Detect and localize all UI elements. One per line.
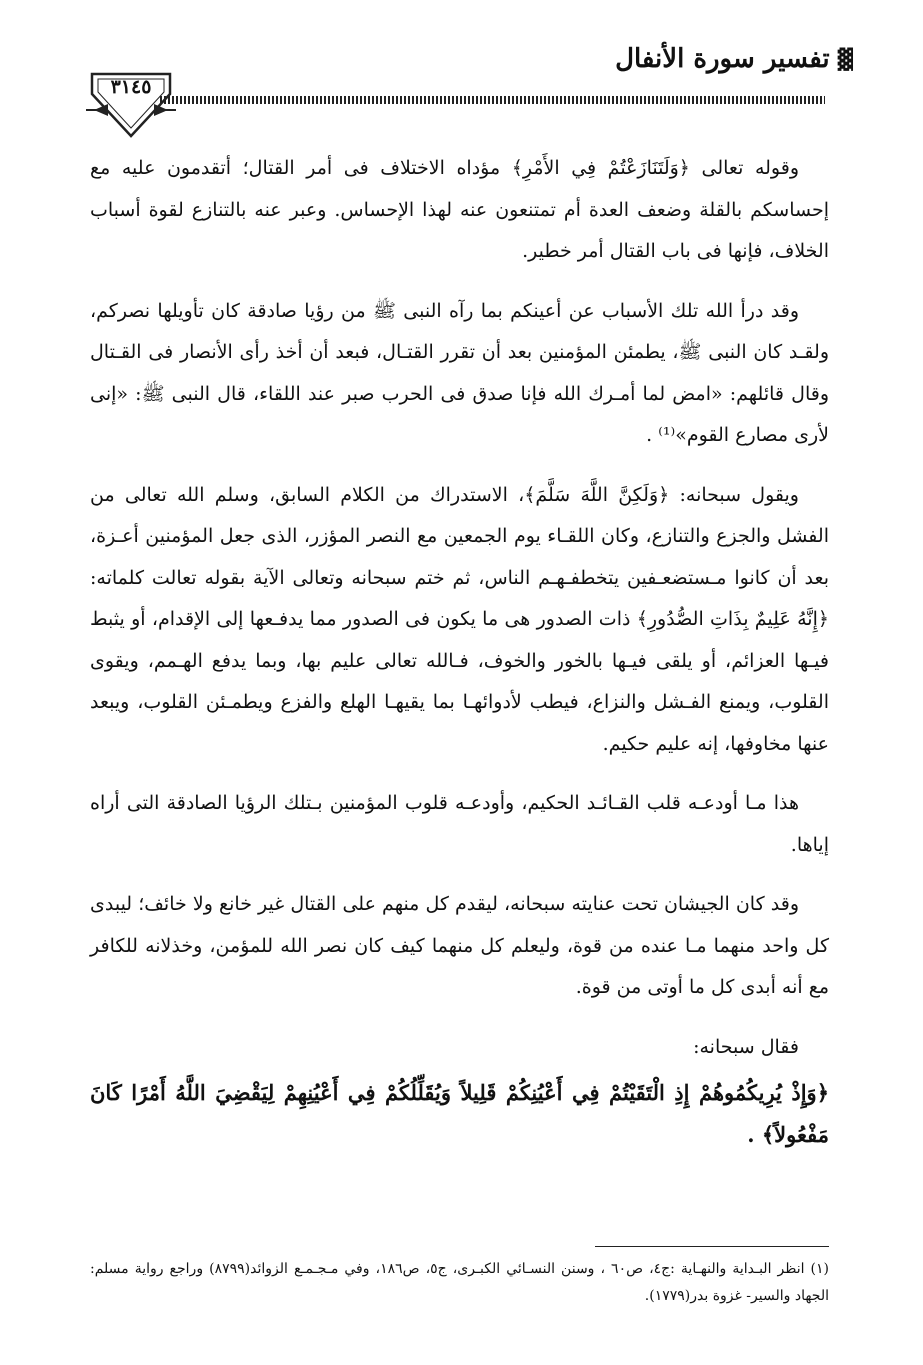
footnote-1: (١) انظر البـداية والنهـاية :ج٤، ص٦٠ ، وسنن النسـائي الكبـرى، ج٥، ص١٨٦، وفي مـجـمـع الزوائد(٨٧٩٩) وراجع رواية مسلم: الجهاد والسير- غزوة بدر(١٧٧٩). <box>90 1261 829 1304</box>
running-title-text: تفسير سورة الأنفال <box>615 44 830 74</box>
paragraph: وقوله تعالى ﴿وَلَتَنَازَعْتُمْ فِي الأَمْرِ﴾ مؤداه الاختلاف فى أمر القتال؛ أتقدمون عليه مع إحساسكم بالقلة وضعف العدة أم تمتنعون عنه لهذا الإحساس. وعبر عنه بالتنازع لقوة أسباب الخلاف، فإنها فى باب القتال أمر خطير. <box>90 157 829 262</box>
quran-verse: ﴿وَإِذْ يُرِيكُمُوهُمْ إِذِ الْتَقَيْتُمْ فِي أَعْيُنِكُمْ قَلِيلاً وَيُقَلِّلُكُمْ فِي أَعْيُنِهِمْ لِيَقْضِيَ اللَّهُ أَمْرًا كَانَ مَفْعُولاً﴾ . <box>90 1080 829 1147</box>
paragraph: وقد كان الجيشان تحت عنايته سبحانه، ليقدم كل منهم على القتال غير خانع ولا خائف؛ ليبدى كل واحد منهما مـا عنده من قوة، وليعلم كل منهما كيف كان نصر الله للمؤمن، وخذلانه للكافر مع أنه أبدى كل ما أوتى من قوة. <box>90 893 829 998</box>
running-title <box>615 44 853 74</box>
paragraph: وقد درأ الله تلك الأسباب عن أعينكم بما رآه النبى ﷺ من رؤيا صادقة كان تأويلها نصركم، ولقـد كان النبى ﷺ، يطمئن المؤمنين بعد أن تقرر القتـال، فبعد أن أخذ رأى الأنصار فى القـتال وقال قائلهم: «امض لما أمـرك الله فإنا صدق فى الحرب صبر عند اللقاء، قال النبى ﷺ: «إنى لأرى مصارع القوم»⁽¹⁾ . <box>90 299 829 446</box>
footnote-separator <box>595 1246 829 1247</box>
ornament-icon: ▓ <box>837 47 853 71</box>
verse-intro: فقال سبحانه: <box>693 1035 799 1058</box>
main-text <box>90 148 829 1173</box>
page-number-badge <box>82 64 180 146</box>
paragraph: ويقول سبحانه: ﴿وَلَكِنَّ اللَّهَ سَلَّمَ﴾، الاستدراك من الكلام السابق، وسلم الله تعالى من الفشل والجزع والتنازع، وكان اللقـاء يوم الجمعين مع النصر المؤزر، الذى جعل المؤمنين أعـزة، بعد أن كانوا مـستضعـفين يتخطفـهـم الناس، ثم ختم سبحانه وتعالى الآية بقوله تعالت كلماته: ﴿إِنَّهُ عَلِيمٌ بِذَاتِ الصُّدُورِ﴾ ذات الصدور هى ما يكون فى الصدور مما يدفـعها إلى الإقدام، أو يثبط فيـها العزائم، أو يلقى فيـها بالخور والخوف، فـالله تعالى عليم بها، وبما يدفع الهـمم، ويقوى القلوب، ويمنع الفـشل والنزاع، فيطب لأدوائهـا بما يقيهـا الهلع والفزع ويطمـئن القلوب، ويبعد عنها مخاوفها، إنه عليم حكيم. <box>90 483 829 755</box>
header-rule <box>160 96 825 104</box>
footnotes <box>90 1256 829 1310</box>
paragraph: هذا مـا أودعـه قلب القـائـد الحكيم، وأودعـه قلوب المؤمنين بـتلك الرؤيا الصادقة التى أراه إياها. <box>90 792 829 856</box>
page-number: ٣١٤٥ <box>110 76 152 98</box>
